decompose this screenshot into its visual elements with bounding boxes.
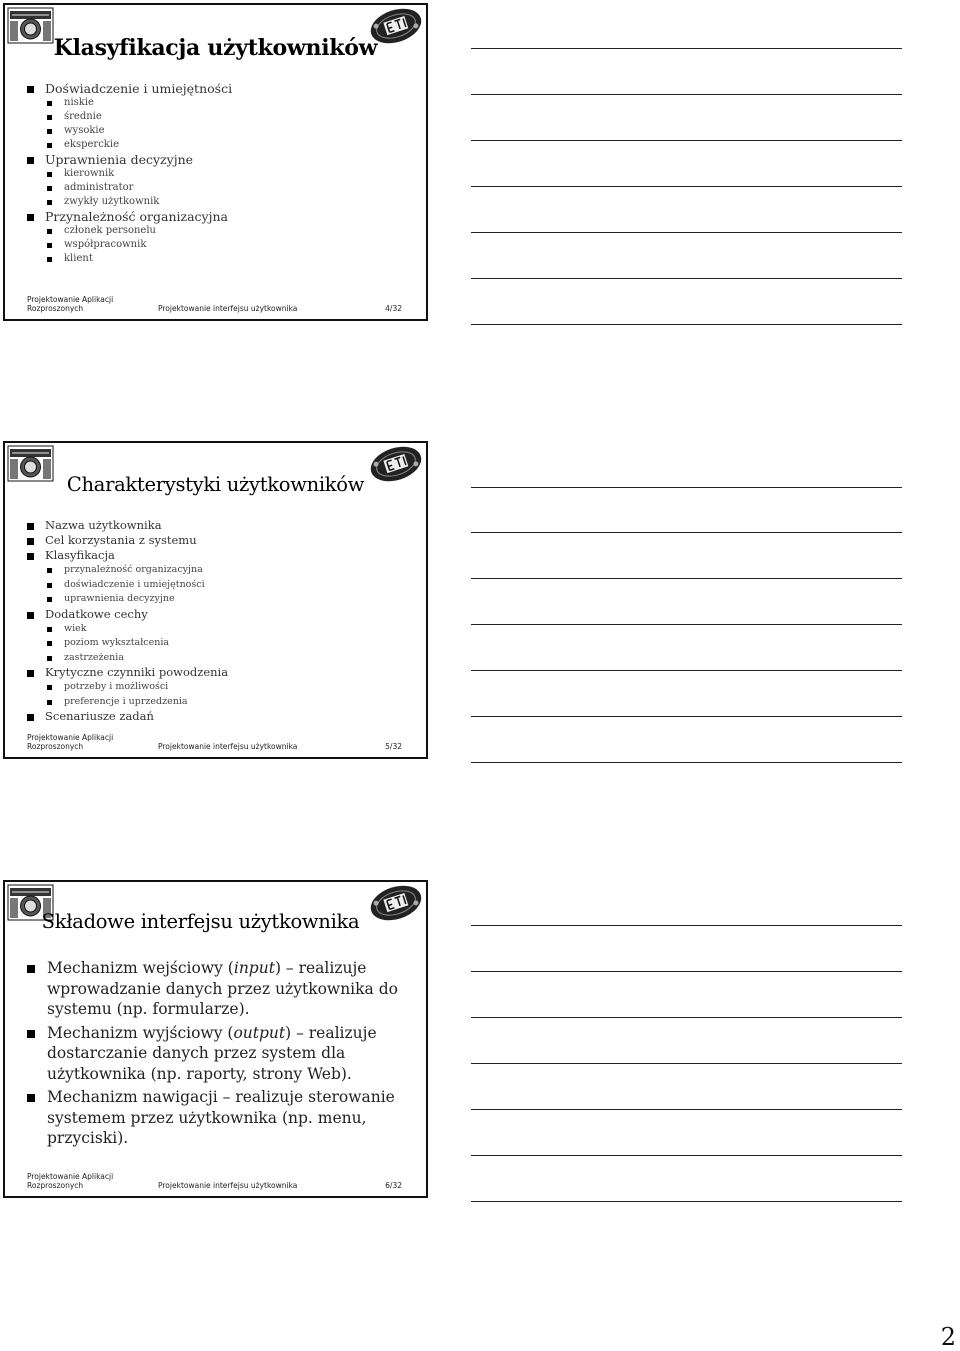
list-item — [25, 958, 418, 1020]
list-item: Doświadczenie i umiejętności — [25, 81, 414, 96]
list-subitem: uprawnienia decyzyjne — [25, 592, 414, 607]
list-item: Cel korzystania z systemu — [25, 533, 414, 548]
slide-page-number: 5/32 — [385, 742, 402, 751]
item-text: Mechanizm wyjściowy ( — [47, 1023, 234, 1042]
course-line-1: Projektowanie Aplikacji — [27, 1172, 114, 1181]
list-subitem: kierownik — [25, 167, 414, 181]
note-line — [471, 186, 902, 187]
bullet-list — [25, 958, 418, 1152]
list-subitem: poziom wykształcenia — [25, 636, 414, 651]
note-line — [471, 670, 902, 671]
note-line — [471, 762, 902, 763]
course-line-2: Rozproszonych — [27, 304, 84, 313]
note-line — [471, 140, 902, 141]
list-subitem: eksperckie — [25, 138, 414, 152]
item-text: Mechanizm nawigacji – realizuje sterowanie systemem przez użytkownika (np. menu, przyciski). — [47, 1088, 395, 1147]
footer-topic: Projektowanie interfejsu użytkownika — [158, 742, 298, 751]
note-line — [471, 94, 902, 95]
slide-page-number: 6/32 — [385, 1181, 402, 1190]
list-item: Nazwa użytkownika — [25, 518, 414, 533]
list-item — [25, 1087, 418, 1149]
list-subitem: klient — [25, 252, 414, 266]
course-line-1: Projektowanie Aplikacji — [27, 733, 114, 742]
list-subitem: zastrzeżenia — [25, 651, 414, 666]
slide-5 — [3, 441, 428, 759]
note-line — [471, 487, 902, 488]
course-line-2: Rozproszonych — [27, 742, 84, 751]
note-line — [471, 624, 902, 625]
list-subitem: średnie — [25, 110, 414, 124]
bullet-list — [25, 81, 414, 266]
list-subitem: współpracownik — [25, 238, 414, 252]
note-line — [471, 925, 902, 926]
note-line — [471, 1155, 902, 1156]
list-subitem: potrzeby i możliwości — [25, 680, 414, 695]
list-item: Uprawnienia decyzyjne — [25, 152, 414, 167]
list-item: Krytyczne czynniki powodzenia — [25, 665, 414, 680]
item-text-tail: ) – realizuje dostarczanie danych przez system dla użytkownika (np. raporty, strony Web). — [47, 1023, 377, 1083]
list-subitem: członek personelu — [25, 224, 414, 238]
list-subitem: niskie — [25, 96, 414, 110]
slide-footer — [27, 295, 402, 317]
slide-page-number: 4/32 — [385, 304, 402, 313]
page-number: 2 — [940, 1323, 956, 1351]
slide-4 — [3, 3, 428, 321]
note-line — [471, 1063, 902, 1064]
item-emphasis: input — [233, 959, 275, 977]
item-text: Mechanizm wejściowy ( — [47, 959, 234, 977]
note-line — [471, 1109, 902, 1110]
note-line — [471, 232, 902, 233]
note-line — [471, 278, 902, 279]
note-line — [471, 324, 902, 325]
slide-6 — [3, 880, 428, 1198]
slide-footer — [27, 733, 402, 755]
course-name — [27, 1172, 113, 1190]
slide-title: Charakterystyki użytkowników — [66, 473, 365, 496]
list-subitem: preferencje i uprzedzenia — [25, 695, 414, 710]
list-subitem: administrator — [25, 181, 414, 195]
list-subitem: zwykły użytkownik — [25, 195, 414, 209]
list-subitem: wysokie — [25, 124, 414, 138]
course-name — [27, 295, 113, 313]
list-subitem: wiek — [25, 622, 414, 637]
list-item: Dodatkowe cechy — [25, 607, 414, 622]
list-item: Klasyfikacja — [25, 548, 414, 563]
note-line — [471, 971, 902, 972]
course-line-1: Projektowanie Aplikacji — [27, 295, 114, 304]
footer-topic: Projektowanie interfejsu użytkownika — [158, 304, 298, 313]
note-line — [471, 1201, 902, 1202]
note-line — [471, 532, 902, 533]
item-text-tail: ) – realizuje wprowadzanie danych przez użytkownika do systemu (np. formularze). — [47, 959, 398, 1018]
list-item: Przynależność organizacyjna — [25, 209, 414, 224]
slide-title: Składowe interfejsu użytkownika — [41, 910, 360, 933]
note-line — [471, 578, 902, 579]
slide-footer — [27, 1172, 402, 1194]
slide-title: Klasyfikacja użytkowników — [53, 35, 378, 61]
note-line — [471, 1017, 902, 1018]
note-line — [471, 716, 902, 717]
list-item: Scenariusze zadań — [25, 709, 414, 724]
list-subitem: doświadczenie i umiejętności — [25, 578, 414, 593]
course-name — [27, 733, 113, 751]
note-line — [471, 48, 902, 49]
bullet-list — [25, 518, 414, 724]
course-line-2: Rozproszonych — [27, 1181, 84, 1190]
list-subitem: przynależność organizacyjna — [25, 563, 414, 578]
item-emphasis: output — [233, 1023, 286, 1042]
footer-topic: Projektowanie interfejsu użytkownika — [158, 1181, 298, 1190]
list-item — [25, 1023, 418, 1085]
